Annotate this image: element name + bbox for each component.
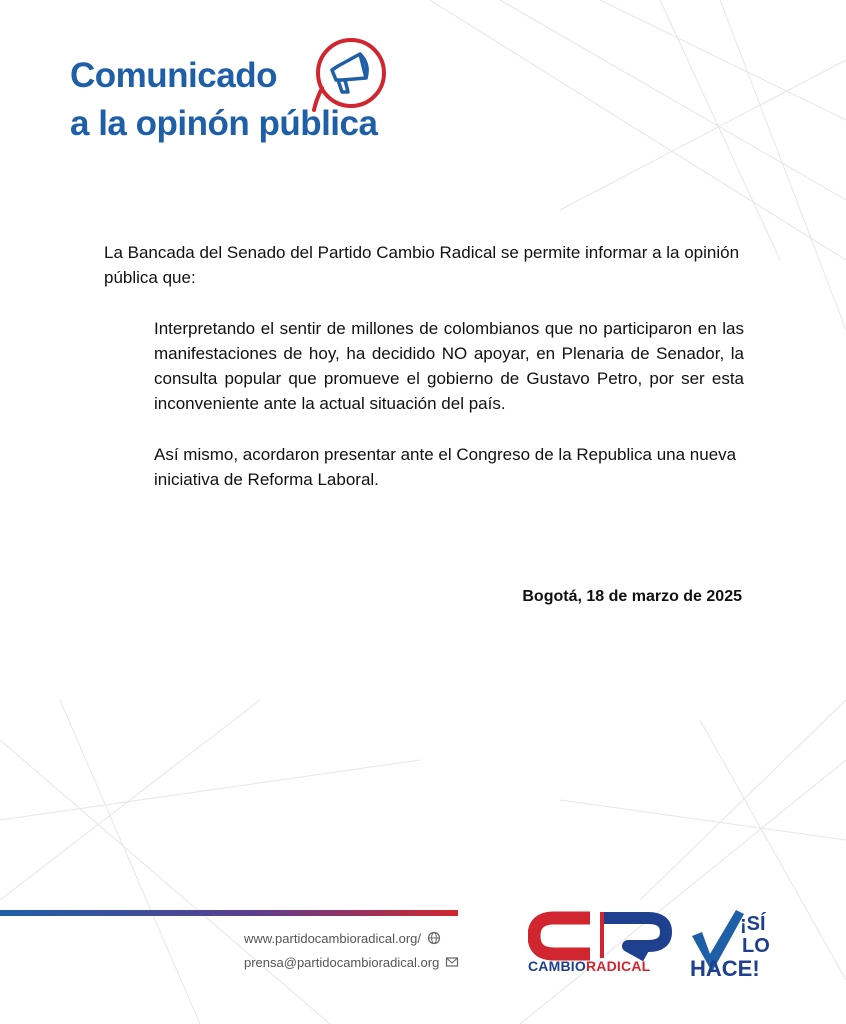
wordmark-radical: RADICAL <box>585 958 651 974</box>
si-lo-hace-logo <box>688 906 788 982</box>
footer-gradient-bar <box>0 910 458 916</box>
website-link[interactable]: www.partidocambioradical.org/ <box>244 930 422 946</box>
reform-paragraph: Así mismo, acordaron presentar ante el Congreso de la Republica una nueva iniciativa de Reforma Laboral. <box>154 445 737 489</box>
page-title-line2: a la opinón pública <box>70 104 378 143</box>
slogan-line1: ¡SÍ <box>740 913 766 935</box>
page-title-line1: Comunicado <box>70 56 277 95</box>
cambio-radical-wordmark <box>528 958 650 974</box>
envelope-icon <box>445 955 459 969</box>
dateline: Bogotá, 18 de marzo de 2025 <box>522 588 742 605</box>
email-link[interactable]: prensa@partidocambioradical.org <box>244 954 440 970</box>
slogan-line3: HACE! <box>690 956 760 981</box>
wordmark-cambio: CAMBIO <box>528 958 586 974</box>
email-row[interactable] <box>244 950 459 974</box>
decision-paragraph: Interpretando el sentir de millones de colombianos que no participaron en las manifestaciones de hoy, ha decidido NO apoyar, en Plenaria de Senador, la consulta popular que promueve el gobierno de Gustavo Petro, por ser esta inconveniente ante la actual situación del país. <box>154 319 744 413</box>
statement-body <box>104 240 744 518</box>
megaphone-icon <box>308 30 394 116</box>
header <box>70 30 470 150</box>
slogan-line2: LO <box>742 935 770 957</box>
globe-icon <box>427 931 441 945</box>
intro-paragraph: La Bancada del Senado del Partido Cambio Radical se permite informar a la opinión pública que: <box>104 243 740 287</box>
website-row[interactable] <box>244 926 459 950</box>
contact-info <box>244 926 459 974</box>
